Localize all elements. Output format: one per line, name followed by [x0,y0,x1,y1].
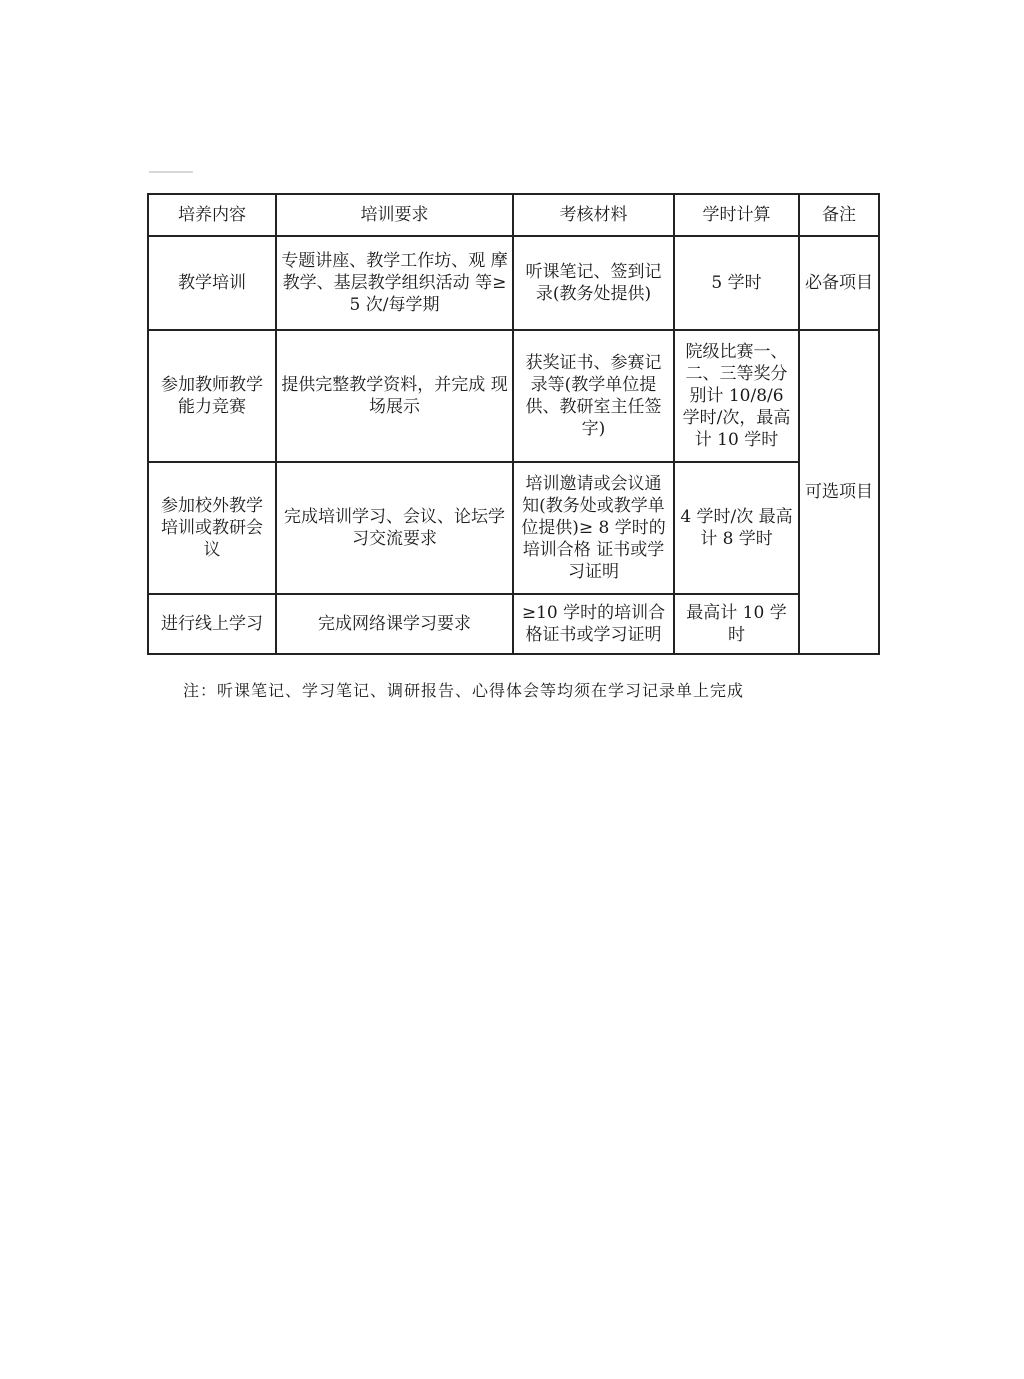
training-table [147,193,880,655]
cell-remark: 必备项目 [799,236,879,330]
cell-content: 教学培训 [148,236,276,330]
cell-hours: 院级比赛一、二、三等奖分别计 10/8/6 学时/次，最高计 10 学时 [674,330,799,462]
cell-materials: 获奖证书、参赛记录等(教学单位提供、教研室主任签字) [513,330,674,462]
cell-hours: 5 学时 [674,236,799,330]
cell-requirement: 完成网络课学习要求 [276,594,513,654]
cell-hours: 4 学时/次 最高计 8 学时 [674,462,799,594]
table-row [148,236,879,330]
header-requirement: 培训要求 [276,194,513,236]
cell-materials: 听课笔记、签到记录(教务处提供) [513,236,674,330]
cell-remark: 可选项目 [799,330,879,654]
cell-content: 参加校外教学培训或教研会议 [148,462,276,594]
cell-content: 进行线上学习 [148,594,276,654]
cell-content: 参加教师教学能力竞赛 [148,330,276,462]
header-remark: 备注 [799,194,879,236]
cell-requirement: 专题讲座、教学工作坊、观 摩教学、基层教学组织活动 等≥5 次/每学期 [276,236,513,330]
cell-requirement: 提供完整教学资料，并完成 现场展示 [276,330,513,462]
table-row [148,594,879,654]
header-content: 培养内容 [148,194,276,236]
table-footnote: 注：听课笔记、学习笔记、调研报告、心得体会等均须在学习记录单上完成 [183,681,745,700]
header-materials: 考核材料 [513,194,674,236]
table-row [148,462,879,594]
header-row [148,194,879,236]
cell-materials: ≥10 学时的培训合格证书或学习证明 [513,594,674,654]
page-edge-mark [149,171,193,173]
cell-hours: 最高计 10 学时 [674,594,799,654]
cell-materials: 培训邀请或会议通知(教务处或教学单位提供)≥ 8 学时的培训合格 证书或学习证明 [513,462,674,594]
cell-requirement: 完成培训学习、会议、论坛学习交流要求 [276,462,513,594]
table-row [148,330,879,462]
header-hours: 学时计算 [674,194,799,236]
